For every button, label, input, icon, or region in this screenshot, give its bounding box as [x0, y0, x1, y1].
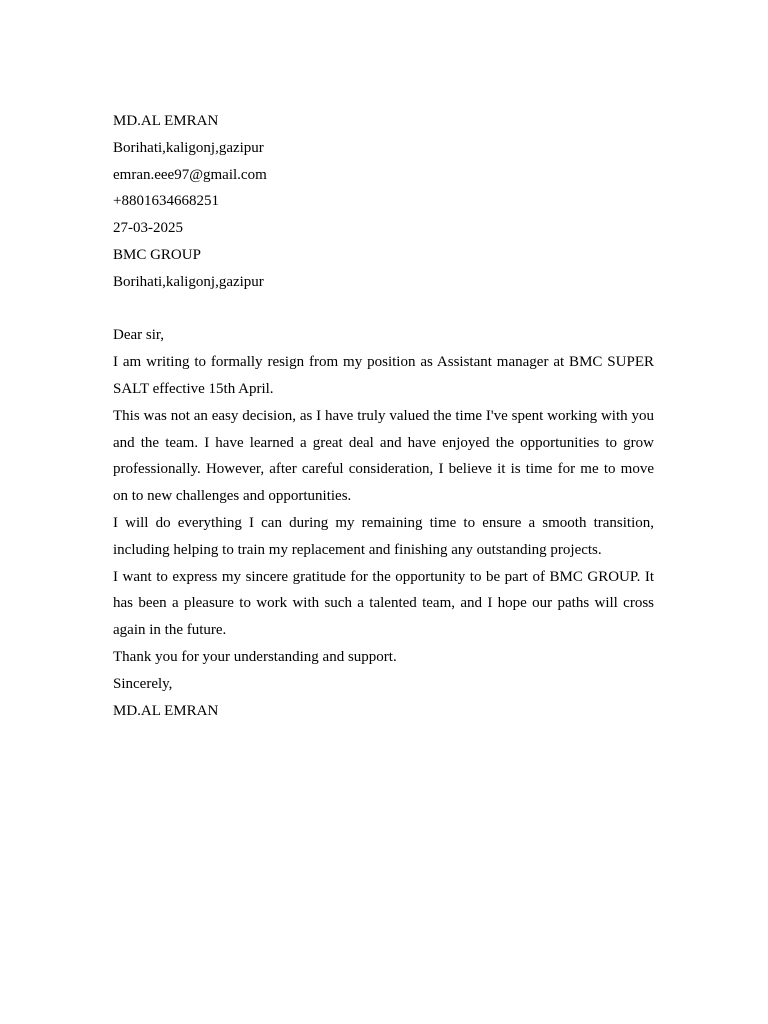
signature: MD.AL EMRAN [113, 702, 219, 719]
recipient-company: BMC GROUP [113, 246, 201, 263]
body-paragraph-4: I want to express my sincere gratitude for the opportunity to be part of BMC GROUP. It has been a pleasure to work with such a talented team, and I hope our paths will cross again in the future. [113, 568, 654, 639]
letter-date: 27-03-2025 [113, 220, 183, 237]
body-paragraph-1: I am writing to formally resign from my position as Assistant manager at BMC SUPER SALT effective 15th April. [113, 354, 654, 397]
body-paragraph-3: I will do everything I can during my remaining time to ensure a smooth transition, including helping to train my replacement and finishing any outstanding projects. [113, 514, 654, 558]
body-paragraph-2: This was not an easy decision, as I have truly valued the time I've spent working with you and the team. I have learned a great deal and have enjoyed the opportunities to grow professionally. However, after careful consideration, I believe it is time for me to move on to new challenges and opportunities. [113, 407, 654, 505]
sender-address: Borihati,kaligonj,gazipur [113, 139, 264, 156]
sender-phone: +8801634668251 [113, 193, 219, 210]
salutation: Dear sir, [113, 327, 165, 344]
recipient-address: Borihati,kaligonj,gazipur [113, 273, 264, 290]
resignation-letter [113, 108, 654, 724]
sender-name: MD.AL EMRAN [113, 113, 219, 129]
blank-line [113, 296, 654, 323]
body-paragraph-5: Thank you for your understanding and support. [113, 648, 397, 665]
sender-email: emran.eee97@gmail.com [113, 166, 267, 183]
closing: Sincerely, [113, 675, 173, 692]
